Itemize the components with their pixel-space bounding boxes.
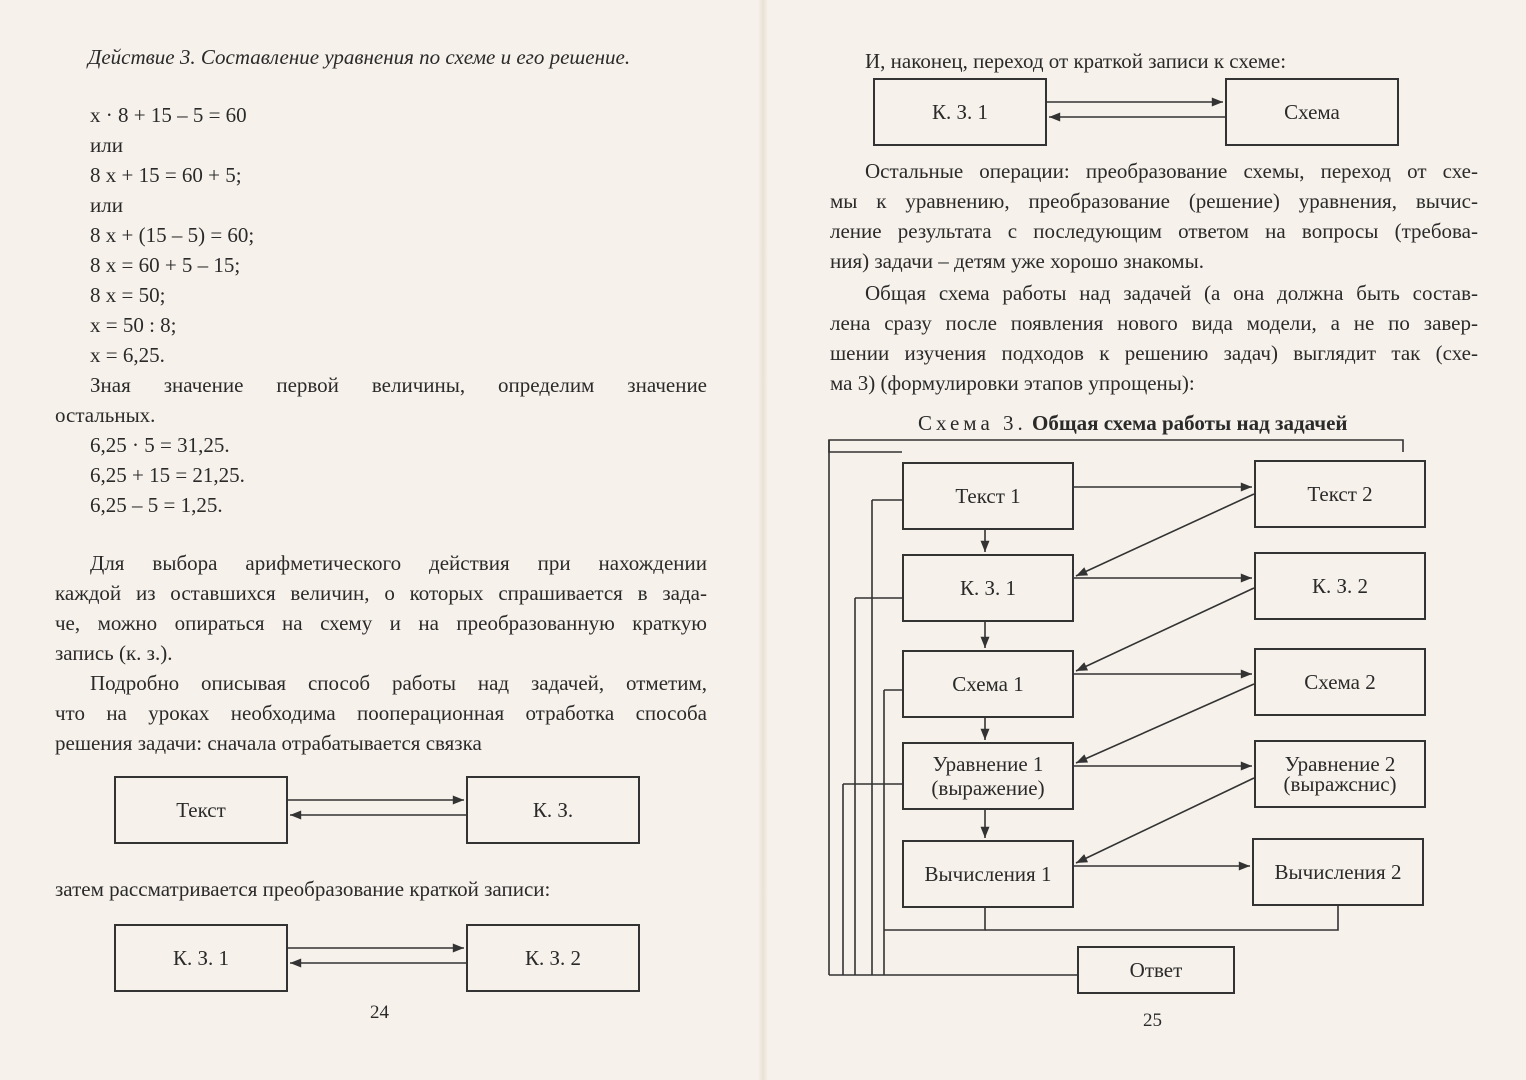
paragraph-line: остальных. xyxy=(55,403,156,427)
calc-line: 6,25 · 5 = 31,25. xyxy=(90,433,230,457)
box-label: Уравнение 1 xyxy=(932,752,1044,776)
equation-line: 8 x + 15 = 60 + 5; xyxy=(90,163,242,187)
box-kz2: К. З. 2 xyxy=(466,924,640,992)
box-kz: К. З. xyxy=(466,776,640,844)
paragraph-line: мы к уравнению, преобразование (решение) уравнения, вычис- xyxy=(830,189,1478,213)
then-text: затем рассматривается преобразование краткой записи: xyxy=(55,877,551,901)
equation-line: или xyxy=(90,193,123,217)
equation-line: x = 50 : 8; xyxy=(90,313,177,337)
paragraph-line: ление результата с последующим ответом на вопросы (требова- xyxy=(830,219,1478,243)
paragraph-line: че, можно опираться на схему и на преобразованную краткую xyxy=(55,611,707,635)
box-sublabel: (выражение) xyxy=(931,776,1045,800)
paragraph-line: ма 3) (формулировки этапов упрощены): xyxy=(830,371,1195,395)
box-label: Текст 2 xyxy=(1307,482,1373,506)
equation-line: или xyxy=(90,133,123,157)
calc-line: 6,25 + 15 = 21,25. xyxy=(90,463,245,487)
box-text: Текст xyxy=(114,776,288,844)
box-kz1: К. З. 1 xyxy=(114,924,288,992)
box-kz1: К. З. 1 xyxy=(873,78,1047,146)
equation-line: 8 x = 60 + 5 – 15; xyxy=(90,253,241,277)
paragraph-line: каждой из оставшихся величин, о которых спрашивается в зада- xyxy=(55,581,707,605)
caption-prefix: Схема 3. xyxy=(918,411,1027,435)
box-sublabel: (выражснис) xyxy=(1283,772,1397,796)
scheme-connectors xyxy=(763,0,1526,1080)
page-right xyxy=(763,0,1526,1080)
paragraph-line: лена сразу после появления нового вида модели, а не по завер- xyxy=(830,311,1478,335)
paragraph-line: запись (к. з.). xyxy=(55,641,173,665)
paragraph-line: ния) задачи – детям уже хорошо знакомы. xyxy=(830,249,1204,273)
action-heading: Действие 3. Составление уравнения по схеме и его решение. xyxy=(88,45,631,69)
box-label: Вычисления 1 xyxy=(924,862,1052,886)
equation-line: 8 x + (15 – 5) = 60; xyxy=(90,223,255,247)
box-label: К. З. 2 xyxy=(1311,574,1369,598)
paragraph-line: что на уроках необходима пооперационная отработка способа xyxy=(55,701,707,725)
paragraph-line: решения задачи: сначала отрабатывается связка xyxy=(55,731,482,755)
intro-text: И, наконец, переход от краткой записи к схеме: xyxy=(865,49,1287,73)
box-label: Текст 1 xyxy=(955,484,1021,508)
box-label: Схема 2 xyxy=(1304,670,1376,694)
box-scheme: Схема xyxy=(1225,78,1399,146)
equation-line: x · 8 + 15 – 5 = 60 xyxy=(90,103,247,127)
equation-line: x = 6,25. xyxy=(90,343,165,367)
caption-title: Общая схема работы над задачей xyxy=(1032,411,1348,435)
paragraph-line: Подробно описывая способ работы над задачей, отметим, xyxy=(90,671,707,695)
calc-line: 6,25 – 5 = 1,25. xyxy=(90,493,223,517)
box-label: Уравнение 2 xyxy=(1284,752,1396,776)
paragraph-line: Для выбора арифметического действия при нахождении xyxy=(90,551,707,575)
paragraph-line: шении изучения подходов к решению задач) выглядит так (схе- xyxy=(830,341,1478,365)
paragraph-line: Общая схема работы над задачей (а она должна быть состав- xyxy=(865,281,1478,305)
equation-line: 8 x = 50; xyxy=(90,283,166,307)
box-label: Вычисления 2 xyxy=(1274,860,1402,884)
scheme-box-answer: Ответ xyxy=(1077,946,1235,994)
box-label: К. З. 1 xyxy=(959,576,1017,600)
page-number: 24 xyxy=(370,1002,389,1023)
paragraph-line: Зная значение первой величины, определим значение xyxy=(90,373,707,397)
paragraph-line: Остальные операции: преобразование схемы, переход от схе- xyxy=(865,159,1478,183)
page-number: 25 xyxy=(1143,1010,1162,1031)
box-label: Схема 1 xyxy=(952,672,1024,696)
